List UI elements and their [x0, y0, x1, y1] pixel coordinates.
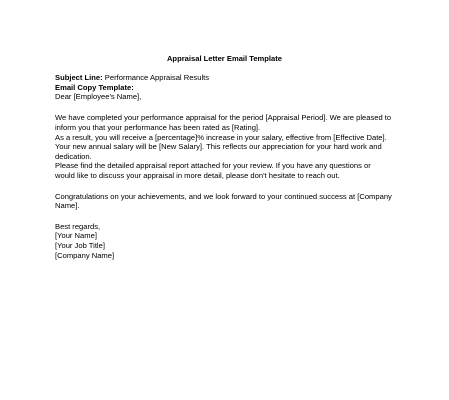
greeting: Dear [Employee's Name], [55, 92, 142, 102]
closing: Best regards, [55, 221, 101, 231]
signature-company: [Company Name] [55, 250, 115, 260]
document-title: Appraisal Letter Email Template [166, 54, 283, 63]
paragraph-line: Please find the detailed appraisal report attached for your review. If you have any questions or [55, 161, 371, 171]
email-copy-label: Email Copy Template: [55, 82, 134, 92]
paragraph-line: inform you that your performance has been rated as [Rating]. [55, 122, 261, 132]
spacer [55, 211, 405, 222]
subject-line [55, 73, 405, 83]
paragraph-line: would like to discuss your appraisal in more detail, please don't hesitate to reach out. [55, 170, 340, 180]
paragraph-line: Your new annual salary will be [New Salary]. This reflects our appreciation for your hard work and [55, 142, 382, 152]
document-body [55, 73, 405, 260]
signature-job-title: [Your Job Title] [55, 240, 105, 250]
paragraph-line: Congratulations on your achievements, and we look forward to your continued success at [Company [55, 191, 392, 201]
paragraph-line: We have completed your performance appraisal for the period [Appraisal Period]. We are pleased to [55, 113, 392, 123]
paragraph-line: As a result, you will receive a [percentage]% increase in your salary, effective from [Effective Date]. [55, 132, 387, 142]
subject-value: Performance Appraisal Results [102, 73, 210, 82]
spacer [55, 102, 405, 112]
signature-name: [Your Name] [55, 231, 97, 241]
paragraph-line: dedication. [55, 151, 92, 161]
subject-label: Subject Line: [55, 73, 103, 82]
paragraph-line: Name]. [55, 201, 80, 211]
spacer [55, 181, 405, 192]
